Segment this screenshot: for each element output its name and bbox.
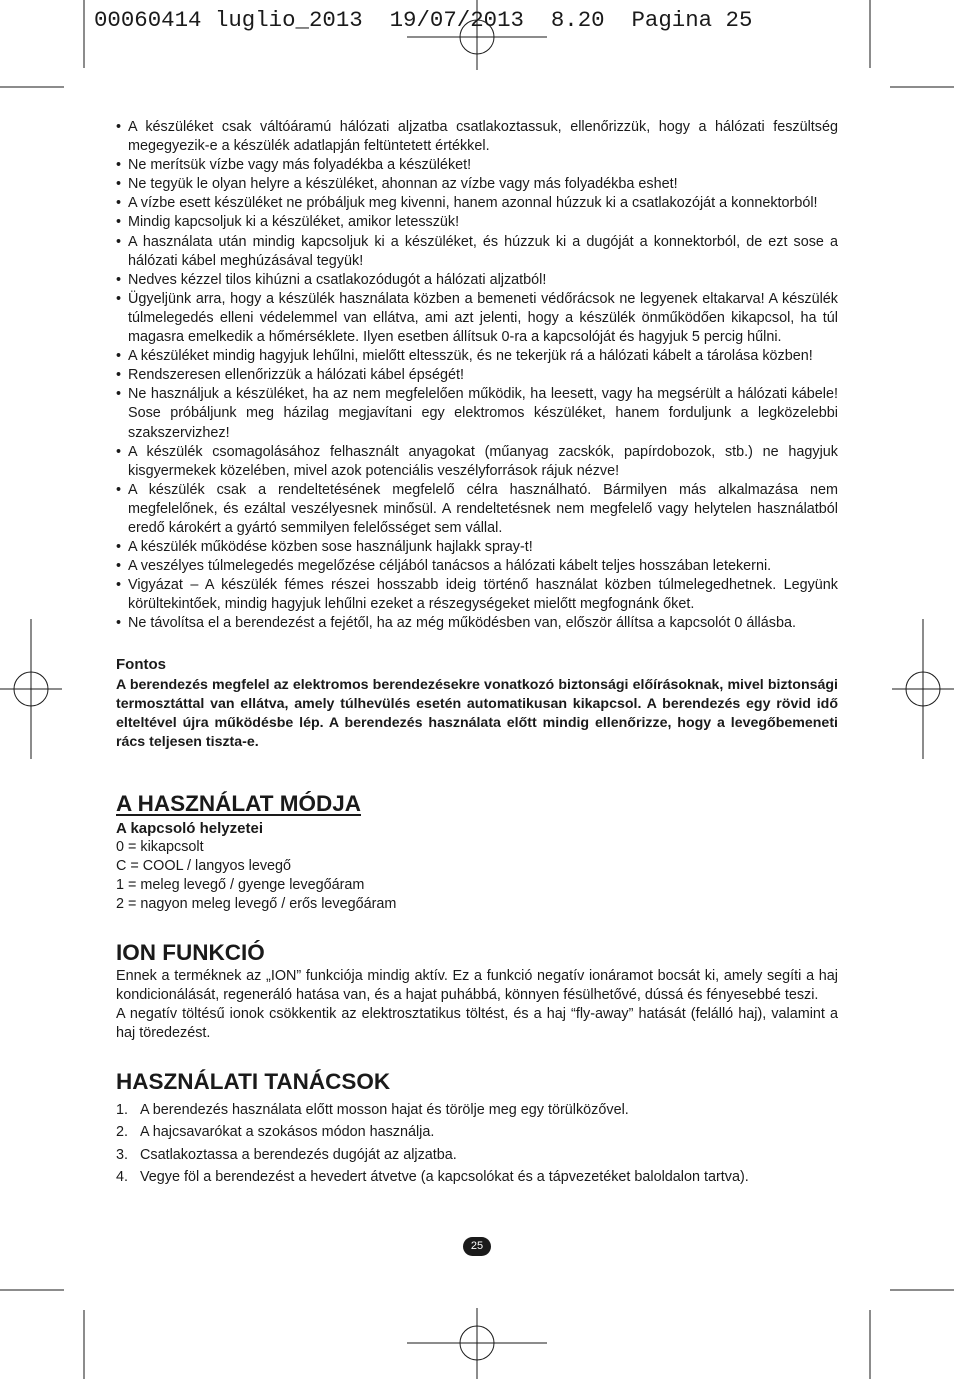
safety-bullet-list [116,118,838,634]
page-content [116,118,838,1188]
switch-position: C = COOL / langyos levegő [116,857,292,874]
safety-bullet-item: • Rendszeresen ellenőrizzük a hálózati kábel épségét! [116,366,838,385]
tips-step [116,1166,838,1188]
tips-steps-list [116,1099,838,1188]
tips-step [116,1144,838,1166]
usage-heading: A HASZNÁLAT MÓDJA [116,790,361,816]
switch-position: 0 = kikapcsolt [116,838,204,855]
safety-bullet-item: • Vigyázat – A készülék fémes részei hosszabb ideig történő használat közben túlmelegedhetnek. Legyünk körültekintőek, mindig hagyjuk lehűlni ezeket a részegységeket mielőtt megfognánk őket. [116,576,838,614]
slug-code: 00060414 [94,7,202,33]
ion-paragraph: A negatív töltésű ionok csökkentik az elektrosztatikus töltést, és a haj “fly-away” hatását (felálló haj), valamint a haj töredezést. [116,1006,838,1042]
safety-bullet-item: • A készülék csomagolásához felhasznált anyagokat (műanyag zacskók, papírdobozok, stb.) ne hagyjuk kisgyermekek közelében, mivel azok potenciális veszélyforrások rájuk nézve! [116,443,838,481]
safety-bullet-item: • Ne merítsük vízbe vagy más folyadékba a készüléket! [116,156,838,175]
safety-bullet-item: • Ne távolítsa el a berendezést a fejétől, ha az még működésben van, először állítsa a kapcsolót 0 állásba. [116,614,838,633]
safety-bullet-item: • A készülék csak a rendeltetésének megfelelő célra használható. Bármilyen más alkalmazása nem megfelelőnek, és ezáltal veszélyesnek minősül. A rendeltetésnek nem megfelelő vagy helytelen használatból eredő károkért a gyártó semmilyen felelősséget sem vállal. [116,481,838,538]
slug-page-label: Pagina 25 [631,7,753,33]
print-slug [94,6,752,34]
safety-bullet-item: • Ne használjuk a készüléket, ha az nem megfelelően működik, ha leesett, vagy ha megsérült a hálózati kábele! Sose próbáljunk meg házilag megjavítani egy elektromos készüléket, hanem forduljunk a legközelebbi szakszervizhez! [116,385,838,442]
switch-positions-list [116,838,838,914]
fontos-body: A berendezés megfelel az elektromos berendezésekre vonatkozó biztonsági előírásoknak, mivel biztonsági termosztáttal van ellátva, amely túlhevülés esetén automatikusan kikapcsol. A berendezés egy rövid idő elteltével újra működésbe lép. A berendezés használata előtt mindig ellenőrizze, hogy a levegőbemeneti rács teljesen tiszta-e. [116,676,838,750]
safety-bullet-item: • A használata után mindig kapcsoljuk ki a készüléket, és húzzuk ki a dugóját a konnektorból, de ezt sose a hálózati kábel meghúzásával tegyük! [116,233,838,271]
step-text: Vegye föl a berendezést a hevedert átvetve (a kapcsolókat és a tápvezetéket baloldalon tartva). [140,1168,749,1185]
tips-heading: HASZNÁLATI TANÁCSOK [116,1069,391,1095]
tips-step [116,1121,838,1143]
safety-bullet-item: • A készüléket mindig hagyjuk lehűlni, mielőtt eltesszük, és ne tekerjük rá a hálózati kábelt a tárolása közben! [116,347,838,366]
page-number-badge: 25 [463,1237,491,1256]
slug-time: 8.20 [550,7,605,33]
switch-positions-subheading: A kapcsoló helyzetei [116,819,263,837]
safety-bullet-item: • A vízbe esett készüléket ne próbáljuk meg kivenni, hanem azonnal húzzuk ki a csatlakozóját a konnektorból! [116,194,838,213]
safety-bullet-item: • Mindig kapcsoljuk ki a készüléket, amikor letesszük! [116,213,838,232]
switch-position: 2 = nagyon meleg levegő / erős levegőáram [116,895,397,912]
step-number: 2. [116,1124,129,1141]
tips-step [116,1099,838,1121]
step-text: A hajcsavarókat a szokásos módon használja. [140,1124,435,1141]
step-text: Csatlakoztassa a berendezés dugóját az aljzatba. [140,1146,457,1163]
switch-position: 1 = meleg levegő / gyenge levegőáram [116,876,365,893]
safety-bullet-item: • A veszélyes túlmelegedés megelőzése céljából tanácsos a hálózati kábelt teljes hosszában letekerni. [116,557,838,576]
safety-bullet-item: • Ne tegyük le olyan helyre a készüléket, ahonnan az vízbe vagy más folyadékba eshet! [116,175,838,194]
registration-mark-bottom [407,1308,547,1379]
fontos-title: Fontos [116,655,166,673]
safety-bullet-item: • Ügyeljünk arra, hogy a készülék használata közben a bemeneti védőrácsok ne legyenek eltakarva! A készülék túlmelegedés elleni védelemmel van ellátva, ami azt jelenti, hogy a készülék önműködően kikapcsol, ha túl magasra emelkedik a hőmérséklete. Ilyen esetben állítsuk 0-ra a kapcsolóját és hagyjuk 5 percig hűlni. [116,290,838,347]
safety-bullet-item: • A készüléket csak váltóáramú hálózati aljzatba csatlakoztassuk, ellenőrizzük, hogy a hálózati feszültség megegyezik-e a készülék adatlapján feltüntetett értékkel. [116,118,838,156]
safety-bullet-item: • Nedves kézzel tilos kihúzni a csatlakozódugót a hálózati aljzatból! [116,271,838,290]
slug-name: luglio_2013 [214,7,363,33]
ion-heading: ION FUNKCIÓ [116,939,265,965]
registration-mark-right [892,619,954,759]
ion-paragraph: Ennek a terméknek az „ION” funkciója mindig aktív. Ez a funkció negatív ionáramot bocsát ki, amely segíti a haj kondicionálását, regeneráló hatása van, és a hajat puhábbá, könnyen fésülhetővé, dússá és fényesebbé teszi. [116,967,838,1003]
safety-bullet-item: • A készülék működése közben sose használjunk hajlakk spray-t! [116,538,838,557]
registration-mark-left [0,619,62,759]
slug-date: 19/07/2013 [389,7,524,33]
step-number: 4. [116,1168,129,1185]
step-number: 1. [116,1102,129,1119]
step-number: 3. [116,1146,129,1163]
step-text: A berendezés használata előtt mosson hajat és törölje meg egy törülközővel. [140,1102,629,1119]
